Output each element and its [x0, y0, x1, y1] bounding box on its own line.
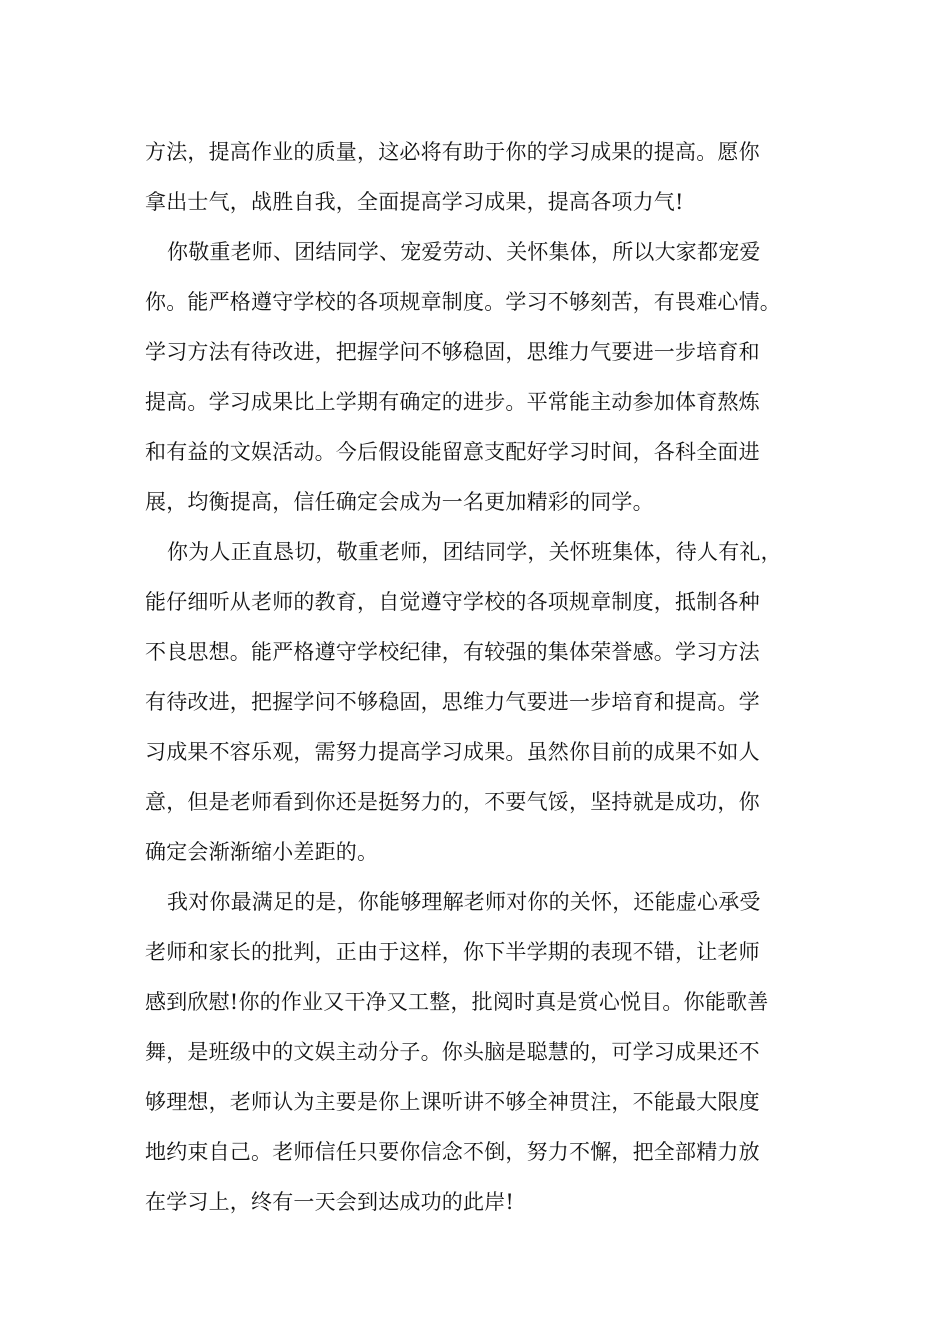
paragraph-1-line-2: 拿出士气，战胜自我，全面提高学习成果，提高各项力气! [145, 190, 684, 214]
paragraph-4-line-3: 感到欣慰!你的作业又干净又工整，批阅时真是赏心悦目。你能歌善 [145, 990, 769, 1014]
paragraph-4-line-7: 在学习上，终有一天会到达成功的此岸! [145, 1190, 515, 1214]
paragraph-3-line-7: 确定会渐渐缩小差距的。 [145, 840, 379, 864]
paragraph-4-line-5: 够理想，老师认为主要是你上课听讲不够全神贯注，不能最大限度 [145, 1090, 760, 1114]
paragraph-4-line-2: 老师和家长的批判，正由于这样，你下半学期的表现不错，让老师 [145, 940, 760, 964]
paragraph-2-line-4: 提高。学习成果比上学期有确定的进步。平常能主动参加体育熬炼 [145, 390, 760, 414]
document-body [145, 127, 815, 1227]
paragraph-3-line-6: 意，但是老师看到你还是挺努力的，不要气馁，坚持就是成功，你 [145, 790, 760, 814]
paragraph-2-line-6: 展，均衡提高，信任确定会成为一名更加精彩的同学。 [145, 490, 654, 514]
paragraph-4-line-6: 地约束自己。老师信任只要你信念不倒，努力不懈，把全部精力放 [145, 1140, 760, 1164]
paragraph-2-line-1: 你敬重老师、团结同学、宠爱劳动、关怀集体，所以大家都宠爱 [167, 240, 761, 264]
paragraph-3-line-2: 能仔细听从老师的教育，自觉遵守学校的各项规章制度，抵制各种 [145, 590, 760, 614]
paragraph-2-line-5: 和有益的文娱活动。今后假设能留意支配好学习时间，各科全面进 [145, 440, 760, 464]
paragraph-2-line-3: 学习方法有待改进，把握学问不够稳固，思维力气要进一步培育和 [145, 340, 760, 364]
paragraph-1-line-1: 方法，提高作业的质量，这必将有助于你的学习成果的提高。愿你 [145, 140, 760, 164]
paragraph-3-line-1: 你为人正直恳切，敬重老师，团结同学，关怀班集体，待人有礼， [167, 540, 782, 564]
paragraph-3-line-4: 有待改进，把握学问不够稳固，思维力气要进一步培育和提高。学 [145, 690, 760, 714]
paragraph-4-line-1: 我对你最满足的是，你能够理解老师对你的关怀，还能虚心承受 [167, 890, 761, 914]
paragraph-4-line-4: 舞，是班级中的文娱主动分子。你头脑是聪慧的，可学习成果还不 [145, 1040, 760, 1064]
paragraph-3-line-3: 不良思想。能严格遵守学校纪律，有较强的集体荣誉感。学习方法 [145, 640, 760, 664]
paragraph-2-line-2: 你。能严格遵守学校的各项规章制度。学习不够刻苦，有畏难心情。 [145, 290, 781, 314]
paragraph-3-line-5: 习成果不容乐观，需努力提高学习成果。虽然你目前的成果不如人 [145, 740, 760, 764]
